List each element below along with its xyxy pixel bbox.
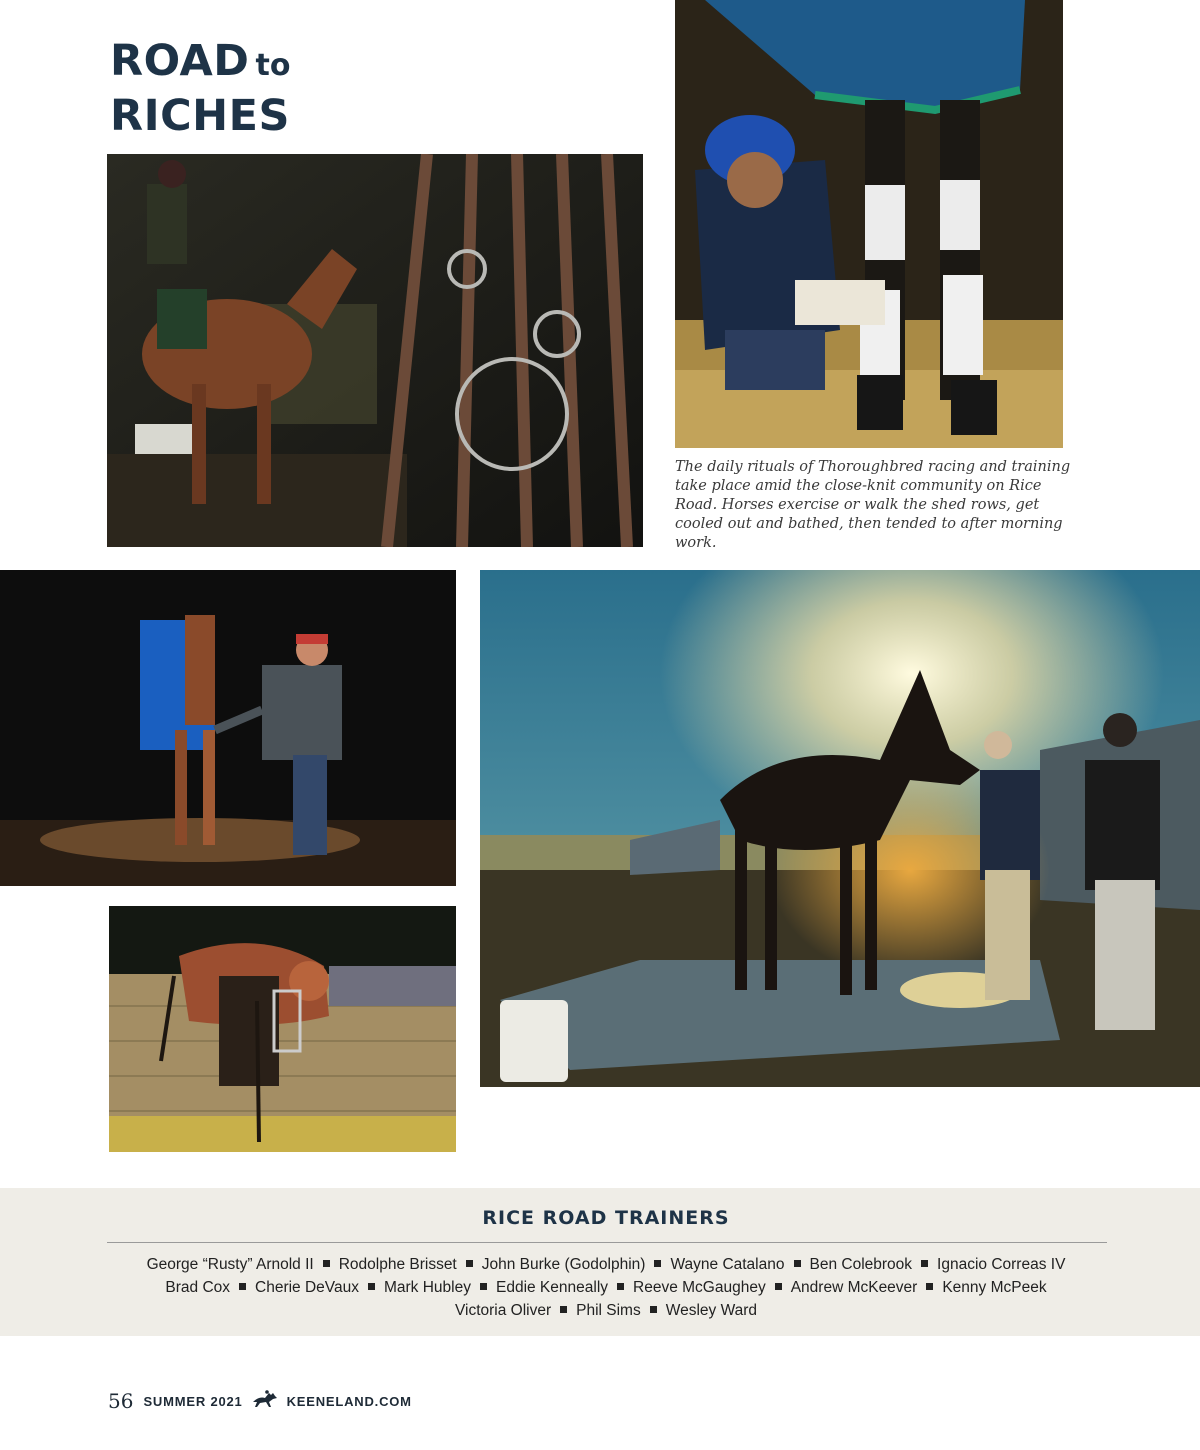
page-title (110, 38, 290, 139)
photo-walking-horse (0, 570, 456, 886)
separator-square-icon (323, 1260, 330, 1267)
trainer-name: George “Rusty” Arnold II (146, 1256, 314, 1273)
page-footer (108, 1389, 412, 1413)
separator-square-icon (617, 1283, 624, 1290)
trainer-name: Phil Sims (576, 1302, 641, 1319)
separator-square-icon (560, 1306, 567, 1313)
horse-and-jockey-logo-icon (251, 1390, 279, 1413)
separator-square-icon (775, 1283, 782, 1290)
trainers-line (80, 1299, 1132, 1322)
separator-square-icon (794, 1260, 801, 1267)
trainer-name: Brad Cox (165, 1279, 231, 1296)
photo-saddle-on-wall (109, 906, 456, 1152)
trainer-name: John Burke (Godolphin) (481, 1256, 646, 1273)
trainer-name: Andrew McKeever (790, 1279, 918, 1296)
separator-square-icon (650, 1306, 657, 1313)
trainer-name: Victoria Oliver (454, 1302, 552, 1319)
title-road: ROAD (110, 36, 250, 86)
trainers-heading: RICE ROAD TRAINERS (482, 1207, 730, 1229)
site-label: KEENELAND.COM (286, 1393, 412, 1409)
issue-label: SUMMER 2021 (143, 1393, 243, 1409)
trainers-list (80, 1253, 1132, 1322)
trainer-name: Wesley Ward (665, 1302, 758, 1319)
title-riches: RICHES (110, 91, 290, 141)
photo-caption: The daily rituals of Thoroughbred racing and training take place amid the close-knit community on Rice Road. Horses exercise or walk the shed rows, get cooled out and bathed, then tended to after morning work. (675, 459, 1071, 551)
separator-square-icon (368, 1283, 375, 1290)
trainer-name: Wayne Catalano (670, 1256, 785, 1273)
separator-square-icon (654, 1260, 661, 1267)
trainer-name: Rodolphe Brisset (338, 1256, 457, 1273)
separator-square-icon (466, 1260, 473, 1267)
trainer-name: Ben Colebrook (809, 1256, 913, 1273)
trainer-name: Cherie DeVaux (255, 1279, 359, 1296)
title-to: to (255, 48, 291, 83)
trainer-name: Reeve McGaughey (633, 1279, 766, 1296)
trainers-line (80, 1253, 1132, 1276)
trainer-name: Kenny McPeek (942, 1279, 1047, 1296)
page-number: 56 (108, 1389, 134, 1413)
trainers-line (80, 1276, 1132, 1299)
photo-horse-bath-sunrise (480, 570, 1200, 1087)
trainer-name: Ignacio Correas IV (937, 1256, 1066, 1273)
separator-square-icon (926, 1283, 933, 1290)
trainer-name: Eddie Kenneally (495, 1279, 609, 1296)
trainer-name: Mark Hubley (383, 1279, 471, 1296)
trainers-divider (107, 1242, 1107, 1243)
separator-square-icon (239, 1283, 246, 1290)
photo-groom-wrapping-legs (675, 0, 1063, 448)
separator-square-icon (480, 1283, 487, 1290)
photo-horse-and-bridles (107, 154, 643, 547)
separator-square-icon (921, 1260, 928, 1267)
